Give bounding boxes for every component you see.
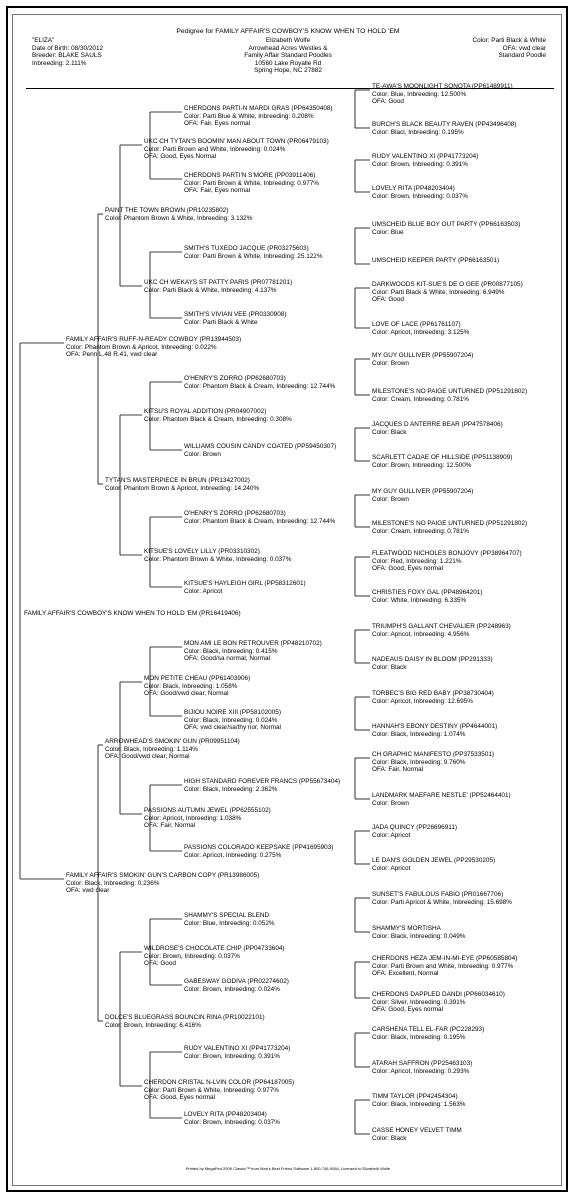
kennel-line-2: Family Affair Standard Poodles (244, 52, 332, 60)
dog-name: LANDMARK MAEFARE NESTLE' (PP52464401) (372, 792, 511, 799)
dog-detail: Color: Parti Brown & White, Inbreeding: 0.977% (184, 179, 319, 187)
dog-detail: Color: Brown (372, 495, 409, 503)
dog-name: CASSE HONEY VELVET TIMM (372, 1127, 462, 1134)
owner-city: Spring Hope, NC 27882 (254, 67, 322, 75)
dddd-dog (184, 1111, 280, 1126)
dog-detail: Color: Brown (372, 359, 409, 367)
gen5-dog (372, 857, 495, 872)
dog-detail: OFA: vwd clear/sa/thy nor, Normal (184, 724, 281, 732)
dsds-dog (184, 778, 340, 793)
dog-name: KITSUE'S HAYLEIGH GIRL (PP58312601) (184, 580, 306, 587)
dog-name: LOVE OF LACE (PP61761107) (372, 321, 461, 328)
owner-name: Elizabeth Wolfe (265, 37, 311, 44)
dog-name: SHAMMY'S SPECIAL BLEND (184, 912, 270, 919)
sdss-dog (184, 375, 335, 390)
dog-name: RUDY VALENTINO XI (PP41773204) (184, 1045, 291, 1052)
dog-name: HIGH STANDARD FOREVER FRANCS (PP55673404) (184, 778, 341, 785)
dog-detail: OFA: Good (144, 960, 176, 968)
dog-detail: Color: Parti Apricot & White, Inbreeding: 15.698% (372, 898, 512, 906)
gen5-dog (372, 656, 493, 671)
dog-detail: Color: Black, Inbreeding: 9.760% (372, 758, 466, 766)
gen5-dog (372, 792, 511, 807)
dog-detail: Color: Black (372, 428, 407, 436)
dog-name: FAMILY AFFAIR'S SMOKIN' GUN'S CARBON COPY (PR13986005) (66, 872, 260, 879)
dam-dam (105, 1014, 265, 1029)
dog-name: O'HENRY'S ZORRO (PP62680703) (184, 510, 286, 517)
sire-dam (105, 477, 259, 492)
dog-detail: Color: White, Inbreeding: 6.335% (372, 596, 467, 604)
dog-name: WILLIAMS COUSIN CANDY COATED (PP59450307) (184, 443, 337, 450)
dds-dog (144, 945, 285, 968)
dog-name: CHERDONS HEZA JEM-IN-MI-EYE (PP60585804) (372, 955, 518, 962)
dsdd-dog (184, 844, 333, 859)
dog-name: PASSIONS AUTUMN JEWEL (PP62555102) (144, 807, 271, 814)
dog-detail: Color: Blacl, Inbreeding: 0.195% (372, 128, 464, 136)
dog-name: MY GUY GULLIVER (PP55907204) (372, 488, 474, 495)
dog-detail: OFA: Fair, Normal (372, 766, 424, 774)
sss-dog (144, 138, 329, 161)
dog-detail: Color: Black, Inbreeding: 0.195% (372, 1033, 466, 1041)
gen5-dog (372, 153, 478, 168)
dog-name: MON AMI LE BON RETROUVER (PP48210702) (184, 640, 322, 647)
gen5-dog (372, 1093, 465, 1108)
dog-detail: Color: Black, Inbreeding: 1.563% (372, 1100, 466, 1108)
dog-name: SUNSET'S FABULOUS FABIO (PR01667706) (372, 891, 504, 898)
dog-name: WILDROSE'S CHOCOLATE CHIP (PP04733604) (144, 945, 285, 952)
dog-detail: OFA: Good (372, 98, 404, 106)
dog-detail: OFA: Fair, Normal (144, 822, 196, 830)
dog-detail: Color: Black, Inbreeding: 1.058% (144, 682, 238, 690)
dog-detail: OFA: Good, Eyes normal (144, 1094, 216, 1102)
dog-name: DOLCE'S BLUEGRASS BOUNCIN RINA (PR10022101) (105, 1014, 265, 1021)
dog-name: PASSIONS COLORADO KEEPSAKE (PP41695903) (184, 844, 334, 851)
owner-street: 10560 Lake Royalle Rd (254, 59, 322, 67)
dog-detail: Color: Silver, Inbreeding: 0.391% (372, 998, 466, 1006)
dog-name: LOVELY RITA (PP48203404) (372, 185, 455, 192)
dog-name: CH GRAPHIC MANIFESTO (PP37533501) (372, 751, 495, 758)
dog-name: SHAMMY'S MORTISHA (372, 925, 441, 932)
dog-detail: OFA: Good, Eyes Normal (144, 153, 217, 161)
gen5-dog (372, 454, 512, 469)
dog-name: LE DAN'S GOLDEN JEWEL (PP29530205) (372, 857, 496, 864)
gen5-dog (372, 281, 523, 304)
dog-detail: OFA: Good/vwd clear, Normal (144, 690, 229, 698)
dog-detail: Color: Phantom Brown & White, Inbreeding: 3.132% (105, 214, 253, 222)
dog-detail: Color: Phantom Brown & Apricot, Inbreeding: 14.240% (105, 484, 260, 492)
dog-detail: Color: Black, Inbreeding: 0.236% (66, 879, 160, 887)
gen5-dog (372, 421, 503, 436)
sds-dog (144, 408, 292, 423)
dog-detail: Color: Black, Inbreeding: 0.049% (372, 932, 466, 940)
breeder: Breeder: BLAKE SAULS (32, 52, 102, 60)
gen5-dog (372, 891, 512, 906)
sdd-dog (144, 548, 291, 563)
dog-name: FLEATWOOD NICHOLES BONJOVY (PP38964707) (372, 550, 522, 557)
dog-detail: Color: Black (372, 1134, 407, 1142)
gen5-dog (372, 185, 468, 200)
dog-detail: Color: Black, Inbreeding: 1.074% (372, 730, 466, 738)
dog-detail: Color: Parti Black & White, Inbreeding: 4.137% (144, 286, 277, 294)
dog-name: ATARAH SAFFRON (PP25463103) (372, 1060, 473, 1067)
dog-detail: Color: Cream, Inbreeding: 0.781% (372, 395, 469, 403)
dog-detail: Color: Parti Blue & White, Inbreeding: 0.208% (184, 112, 314, 120)
dog-name: SCARLETT CADAE OF HILLSIDE (PP51138909) (372, 454, 513, 461)
dog-detail: Color: Blue (372, 228, 404, 236)
dog-name: JACQUES D ANTERRE BEAR (PP47578406) (372, 421, 503, 428)
gen5-dog (372, 589, 482, 604)
dog-detail: Color: Cream, Inbreeding: 0.781% (372, 527, 469, 535)
dog-name: UKC CH TYTAN'S BOOMIN' MAN ABOUT TOWN (PR06479103) (144, 138, 329, 145)
dsd-dog (144, 807, 271, 830)
ssd-dog (144, 279, 292, 294)
dog-detail: Color: Brown, Inbreeding: 0.024% (184, 985, 280, 993)
gen5-dog (372, 1060, 472, 1075)
dog-name: LOVELY RITA (PP48203404) (184, 1111, 267, 1118)
dog-name: HANNAH'S EBONY DESTINY (PP4644001) (372, 723, 498, 730)
dog-name: NADEAUS DAISY IN BLOOM (PP291333) (372, 656, 493, 663)
dssd-dog (184, 709, 281, 732)
pedigree-title: Pedigree for FAMILY AFFAIR'S COWBOY'S KNOW WHEN TO HOLD 'EM (176, 28, 400, 35)
dog-detail: Color: Apricot (184, 587, 223, 595)
dog-detail: Color: Blue, Inbreeding: 12.500% (372, 90, 467, 98)
sssd-dog (184, 172, 319, 195)
dog-name: BIJIOU NOIRE XIII (PP58102005) (184, 709, 281, 716)
dog-name: RUDY VALENTINO XI (PP41773204) (372, 153, 479, 160)
ddsd-dog (184, 978, 289, 993)
dog-name: JADA QUINCY (PP26696911) (372, 824, 458, 831)
dam-sire (105, 738, 240, 761)
dog-detail: Color: Apricot (372, 831, 411, 839)
dog-detail: Color: Black, Inbreeding: 2.362% (184, 785, 278, 793)
dsss-dog (184, 640, 322, 663)
ddd-dog (144, 1079, 294, 1102)
inbreeding: Inbreeding: 2.111% (32, 59, 87, 67)
dog-name: CHERDONS DAPPLED DANDI (PP66034610) (372, 991, 505, 998)
dog-name: MY GUY GULLIVER (PP55907204) (372, 352, 474, 359)
gen5-dog (372, 723, 497, 738)
dog-name: UMSCHEID KEEPER PARTY (PP66163501) (372, 257, 500, 264)
dog-color: Color: Parti Black & White (472, 37, 546, 44)
gen5-dog (372, 1127, 462, 1142)
print-footer: Printed by MegaPed 2009 Classic™ from Man's Best Friend Software 1-800-746-9084, Licensed to Elizabeth Wolfe (185, 1166, 391, 1171)
gen5-dog (372, 221, 520, 236)
dog-detail: OFA: Good/vwd clear, Normal (105, 753, 190, 761)
dog-detail: Color: Apricot, Inbreeding: 0.275% (184, 851, 282, 859)
dog-detail: Color: Brown, Inbreeding: 0.037% (144, 952, 240, 960)
dog-detail: Color: Apricot, Inbreeding: 4.956% (372, 630, 470, 638)
dog-name: FAMILY AFFAIR'S RUFF-N-READY COWBOY (PR13944503) (66, 336, 242, 343)
dog-detail: Color: Apricot, Inbreeding: 12.695% (372, 697, 473, 705)
dog-name: TE-AWA'S MOONLIGHT SONOTA (PP61489911) (372, 83, 513, 90)
dog-detail: OFA: Excellent, Normal (372, 970, 439, 978)
gen5-dog (372, 1026, 484, 1041)
dog-detail: Color: Red, Inbreeding: 1.221% (372, 557, 462, 565)
dog-name: TRIUMPH'S GALLANT CHEVALIER (PP248963) (372, 623, 511, 630)
dog-detail: Color: Phantom Black & Cream, Inbreeding: 12.744% (184, 517, 336, 525)
dog-name: FAMILY AFFAIR'S COWBOY'S KNOW WHEN TO HOLD 'EM (PR16419406) (24, 610, 241, 617)
dss-dog (144, 675, 250, 698)
dog-name: CHERDONS PARTI'N S'MORE (PP03911406) (184, 172, 316, 179)
dog-name: CARSHENA TELL EL-FAR (PC228293) (372, 1026, 485, 1033)
sddd-dog (184, 580, 306, 595)
dog-name: CHERDON CRISTAL N-LVIN COLOR (PP64187005) (144, 1079, 295, 1086)
gen5-dog (372, 121, 516, 136)
dog-name: MILESTONE'S NO PAIGE UNTURNED (PP51291802) (372, 520, 528, 527)
gen5-dog (372, 520, 527, 535)
dam (66, 872, 259, 895)
dog-name: MON PETITE CHEAU (PP61403906) (144, 675, 251, 682)
dog-detail: Color: Brown, Inbreeding: 0.037% (184, 1118, 280, 1126)
dog-name: CHERDONS PARTI-N MARDI GRAS (PP64350408) (184, 105, 333, 112)
gen5-dog (372, 623, 511, 638)
dog-detail: Color: Parti Brown & White, Inbreeding: 0.977% (144, 1086, 279, 1094)
date-of-birth: Date of Birth: 08/30/2012 (32, 44, 104, 52)
dog-name: KITSUE'S LOVELY LILLY (PR03310302) (144, 548, 260, 555)
dog-detail: Color: Parti Brown and White, Inbreeding: 0.977% (372, 962, 514, 970)
dog-detail: Color: Brown, Inbreeding: 6.416% (105, 1021, 201, 1029)
dog-detail: Color: Parti Brown and White, Inbreeding: 0.024% (144, 145, 286, 153)
ssdd-dog (184, 311, 286, 326)
dog-name: UMSCHEID BLUE BOY OUT PARTY (PP66163503) (372, 221, 521, 228)
dog-detail: Color: Apricot, Inbreeding: 3.125% (372, 328, 470, 336)
dog-name: KITSU'S ROYAL ADDITION (PR04907002) (144, 408, 267, 415)
gen5-dog (372, 991, 505, 1014)
dog-detail: OFA: Good, Eyes normal (372, 565, 444, 573)
gen5-dog (372, 751, 494, 774)
dog-detail: OFA: Fair, Eyes normal (184, 120, 251, 128)
dog-name: ARROWHEAD'S SMOKIN' GUN (PR09951104) (105, 738, 240, 745)
ddss-dog (184, 912, 275, 927)
subject-dog (24, 610, 241, 618)
dog-detail: Color: Brown, Inbreeding: 0.391% (372, 160, 468, 168)
gen5-dog (372, 955, 517, 978)
dog-detail: Color: Parti Black & White, Inbreeding: 6.949% (372, 288, 505, 296)
dog-name: GABESWAY GODIVA (PR02274602) (184, 978, 289, 985)
gen5-dog (372, 83, 513, 106)
sire (66, 336, 241, 359)
ssss-dog (184, 105, 333, 128)
dog-name: PAINT THE TOWN BROWN (PR10235802) (105, 207, 229, 214)
dog-detail: Color: Parti Brown & White, Inbreeding: 25.122% (184, 252, 323, 260)
dog-ofa: OFA: vwd clear (502, 44, 546, 52)
gen5-dog (372, 925, 465, 940)
dog-detail: Color: Brown (184, 450, 221, 458)
dog-detail: OFA: Penn L.48 R.41, vwd clear (66, 351, 158, 359)
call-name: "ELIZA" (32, 37, 55, 44)
gen5-dog (372, 388, 527, 403)
dog-detail: OFA: vwd clear (66, 887, 110, 895)
dog-detail: Color: Brown, Inbreeding: 0.391% (184, 1052, 280, 1060)
gen5-dog (372, 550, 522, 573)
dog-detail: Color: Black, Inbreeding: 1.114% (105, 745, 198, 753)
gen5-dog (372, 352, 473, 367)
gen5-dog (372, 321, 469, 336)
dog-name: MILESTONE'S NO PAIGE UNTURNED (PP51291802) (372, 388, 528, 395)
dog-name: BURCH'S BLACK BEAUTY RAVEN (PP43496408) (372, 121, 517, 128)
dog-name: SMITH'S TUXEDO JACQUE (PR03275603) (184, 245, 309, 252)
dog-name: DARKWOODS KIT-SUE'S DE O GEE (PR00877105) (372, 281, 523, 288)
dog-name: UKC CH WEKAYS ST PATTY PARIS (PR07781201) (144, 279, 293, 286)
dog-detail: Color: Apricot (372, 864, 411, 872)
dog-name: TORBEC'S BIG RED BABY (PP38730404) (372, 690, 494, 697)
dog-detail: Color: Apricot, Inbreeding: 0.293% (372, 1067, 470, 1075)
dog-detail: Color: Brown (372, 799, 409, 807)
dog-name: O'HENRY'S ZORRO (PP62680703) (184, 375, 286, 382)
dog-detail: OFA: Good, Eyes normal (372, 1006, 444, 1014)
dog-detail: Color: Black, Inbreeding: 0.024% (184, 716, 278, 724)
gen5-dog (372, 488, 473, 503)
sdds-dog (184, 510, 335, 525)
dog-name: TIMM TAYLOR (PP42454304) (372, 1093, 458, 1100)
dog-detail: Color: Brown, Inbreeding: 0.037% (372, 192, 468, 200)
kennel-line-1: Arrowhead Acres Westies & (248, 44, 328, 52)
dog-detail: Color: Phantom Black & Cream, Inbreeding: 0.308% (144, 415, 292, 423)
gen5-dog (372, 824, 457, 839)
ssds-dog (184, 245, 323, 260)
dog-detail: Color: Phantom Black & Cream, Inbreeding: 12.744% (184, 382, 336, 390)
dog-detail: Color: Black (372, 663, 407, 671)
dog-detail: OFA: Good/sa normal, Normal (184, 655, 270, 663)
dog-detail: Color: Black, Inbreeding: 0.415% (184, 647, 278, 655)
gen5-dog (372, 690, 494, 705)
dog-detail: Color: Blue, Inbreeding: 0.052% (184, 919, 275, 927)
gen5-dog (372, 257, 499, 265)
dog-detail: Color: Parti Black & White (184, 318, 258, 326)
dog-name: CHRISTIES FOXY GAL (PP48964201) (372, 589, 483, 596)
dog-breed: Standard Poodle (498, 52, 546, 60)
dog-detail: OFA: Fair, Eyes normal (184, 187, 251, 195)
dog-detail: OFA: Good (372, 296, 404, 304)
dog-name: TYTAN'S MASTERPIECE IN BRUN (PR13427002) (105, 477, 250, 484)
dog-detail: Color: Brown, Inbreeding: 12.500% (372, 461, 472, 469)
sire-sire (105, 207, 252, 222)
dog-detail: Color: Phantom Brown & Apricot, Inbreeding: 0.022% (66, 343, 217, 351)
dog-detail: Color: Phantom Brown & White, Inbreeding: 0.037% (144, 555, 292, 563)
ddds-dog (184, 1045, 290, 1060)
dog-detail: Color: Apricot, Inbreeding: 1.038% (144, 814, 242, 822)
sdsd-dog (184, 443, 336, 458)
dog-name: SMITH'S VIVIAN VEE (PR0330908) (184, 311, 287, 318)
